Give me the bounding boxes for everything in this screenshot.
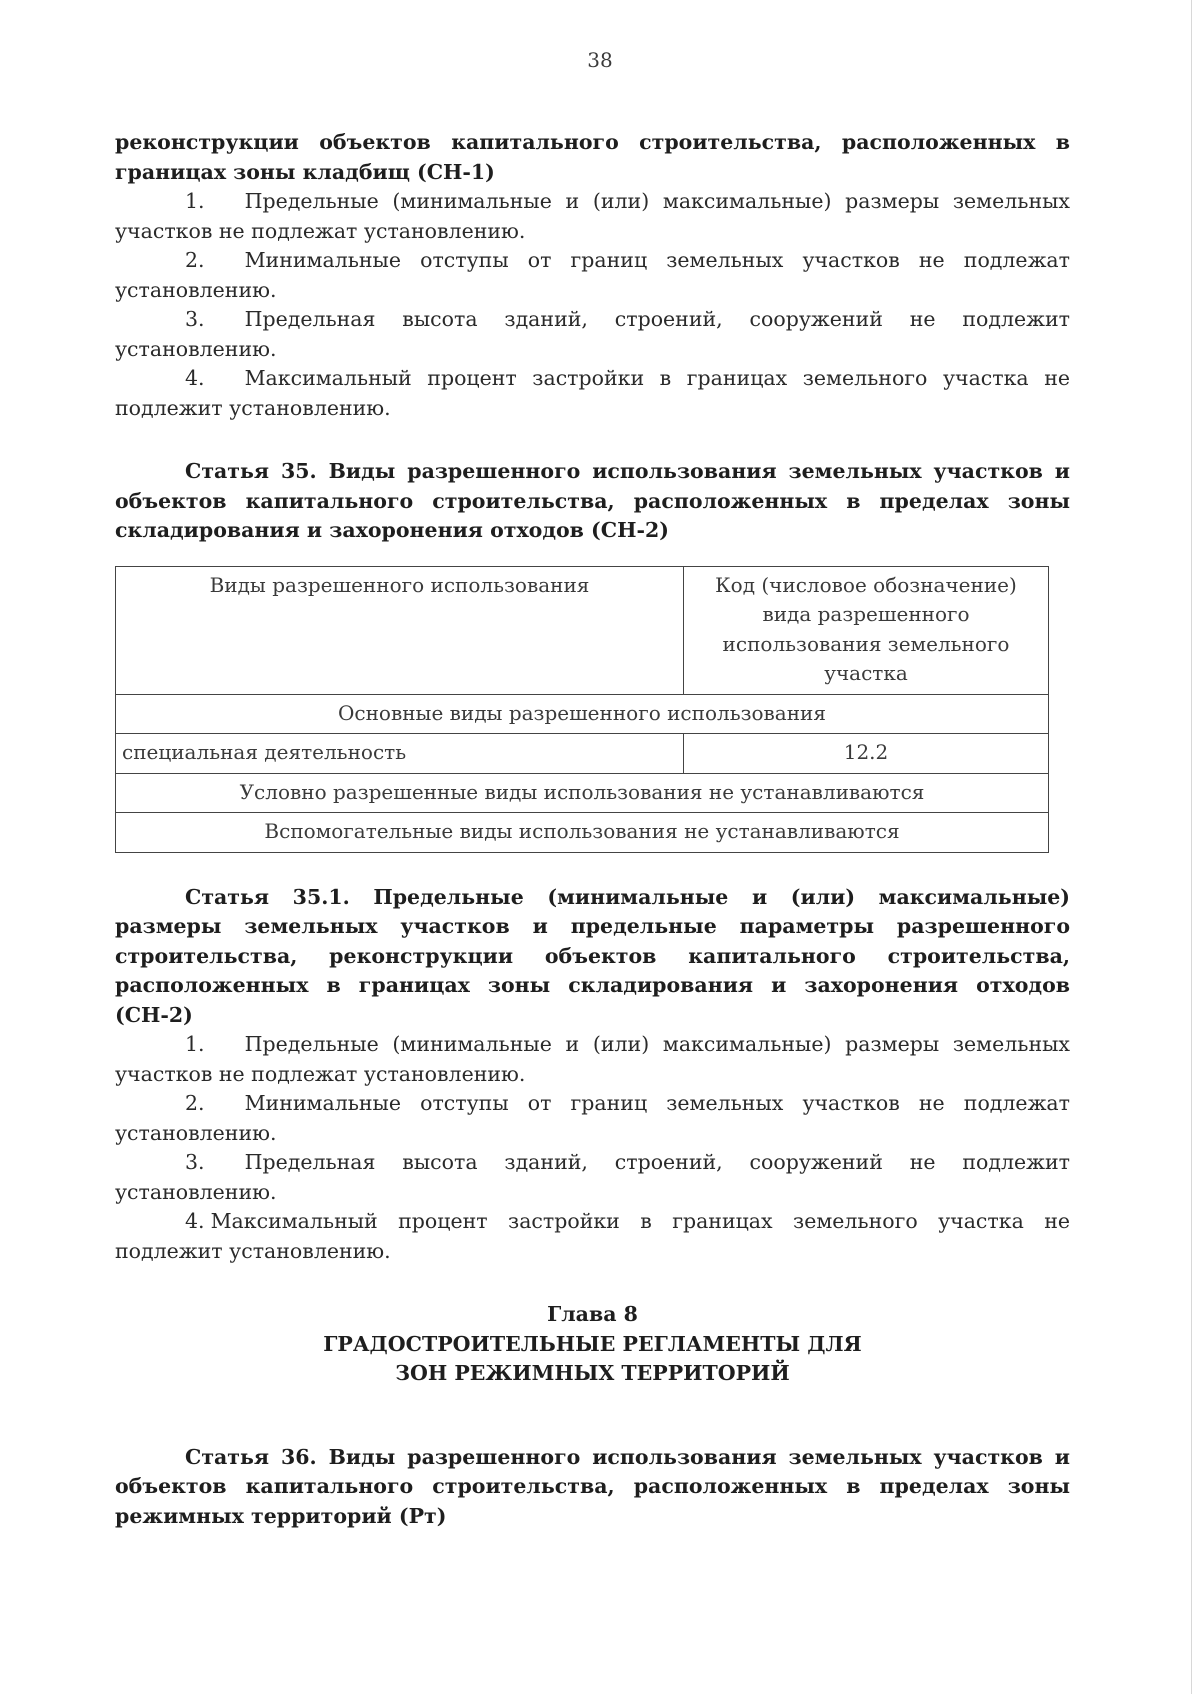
row-auxiliary-uses: Вспомогательные виды использования не устанавливаются xyxy=(116,813,1049,853)
cell-use-code: 12.2 xyxy=(684,734,1049,774)
item-number: 3. xyxy=(185,307,205,331)
item-text: Максимальный процент застройки в границах земельного участка не подлежит установлению. xyxy=(115,366,1070,420)
list-item xyxy=(115,187,1070,246)
list-item xyxy=(115,1030,1070,1089)
article-35-1-heading: Статья 35.1. Предельные (минимальные и (или) максимальные) размеры земельных участков и предельные параметры разрешенного строительства, реконструкции объектов капитального строительства, расположенных в границах зоны складирования и захоронения отходов (СН-2) xyxy=(115,884,1070,1027)
article-35-heading: Статья 35. Виды разрешенного использования земельных участков и объектов капитального строительства, расположенных в пределах зоны складирования и захоронения отходов (СН-2) xyxy=(115,459,1070,542)
item-text: Максимальный процент застройки в границах земельного участка не подлежит установлению. xyxy=(115,1209,1070,1263)
page-number: 38 xyxy=(587,48,613,72)
item-number: 4. xyxy=(185,1209,205,1233)
item-text: Минимальные отступы от границ земельных участков не подлежат установлению. xyxy=(115,1091,1070,1145)
chapter-label: Глава 8 xyxy=(547,1302,638,1326)
document-body xyxy=(115,128,1070,1531)
row-main-uses: Основные виды разрешенного использования xyxy=(116,694,1049,734)
table-row xyxy=(116,734,1049,774)
table-row xyxy=(116,773,1049,813)
item-text: Предельные (минимальные и (или) максимальные) размеры земельных участков не подлежат установлению. xyxy=(115,1032,1070,1086)
list-item xyxy=(115,1207,1070,1266)
section-heading-continued: реконструкции объектов капитального строительства, расположенных в границах зоны кладбищ (СН-1) xyxy=(115,130,1070,184)
item-text: Предельная высота зданий, строений, сооружений не подлежит установлению. xyxy=(115,307,1070,361)
item-number: 2. xyxy=(185,1091,205,1115)
item-number: 2. xyxy=(185,248,205,272)
header-cell-use-type: Виды разрешенного использования xyxy=(116,566,684,694)
list-item xyxy=(115,1089,1070,1148)
item-number: 1. xyxy=(185,1032,205,1056)
list-item xyxy=(115,246,1070,305)
item-text: Предельная высота зданий, строений, сооружений не подлежит установлению. xyxy=(115,1150,1070,1204)
item-number: 4. xyxy=(185,366,205,390)
item-number: 3. xyxy=(185,1150,205,1174)
item-text: Минимальные отступы от границ земельных участков не подлежат установлению. xyxy=(115,248,1070,302)
chapter-title-line-1: ГРАДОСТРОИТЕЛЬНЫЕ РЕГЛАМЕНТЫ ДЛЯ xyxy=(323,1331,862,1356)
chapter-title-line-2: ЗОН РЕЖИМНЫХ ТЕРРИТОРИЙ xyxy=(395,1361,790,1385)
table-row xyxy=(116,813,1049,853)
list-item xyxy=(115,1148,1070,1207)
row-conditional-uses: Условно разрешенные виды использования не устанавливаются xyxy=(116,773,1049,813)
list-item xyxy=(115,364,1070,423)
item-text: Предельные (минимальные и (или) максимальные) размеры земельных участков не подлежат установлению. xyxy=(115,189,1070,243)
item-number: 1. xyxy=(185,189,205,213)
table-header-row xyxy=(116,566,1049,694)
permitted-use-table xyxy=(115,566,1049,853)
table-row xyxy=(116,694,1049,734)
scan-edge-line xyxy=(1191,0,1192,1694)
header-cell-code: Код (числовое обозначение) вида разрешенного использования земельного участка xyxy=(684,566,1049,694)
list-item xyxy=(115,305,1070,364)
article-36-heading: Статья 36. Виды разрешенного использования земельных участков и объектов капитального строительства, расположенных в пределах зоны режимных территорий (Рт) xyxy=(115,1444,1070,1528)
cell-use-name: специальная деятельность xyxy=(116,734,684,774)
